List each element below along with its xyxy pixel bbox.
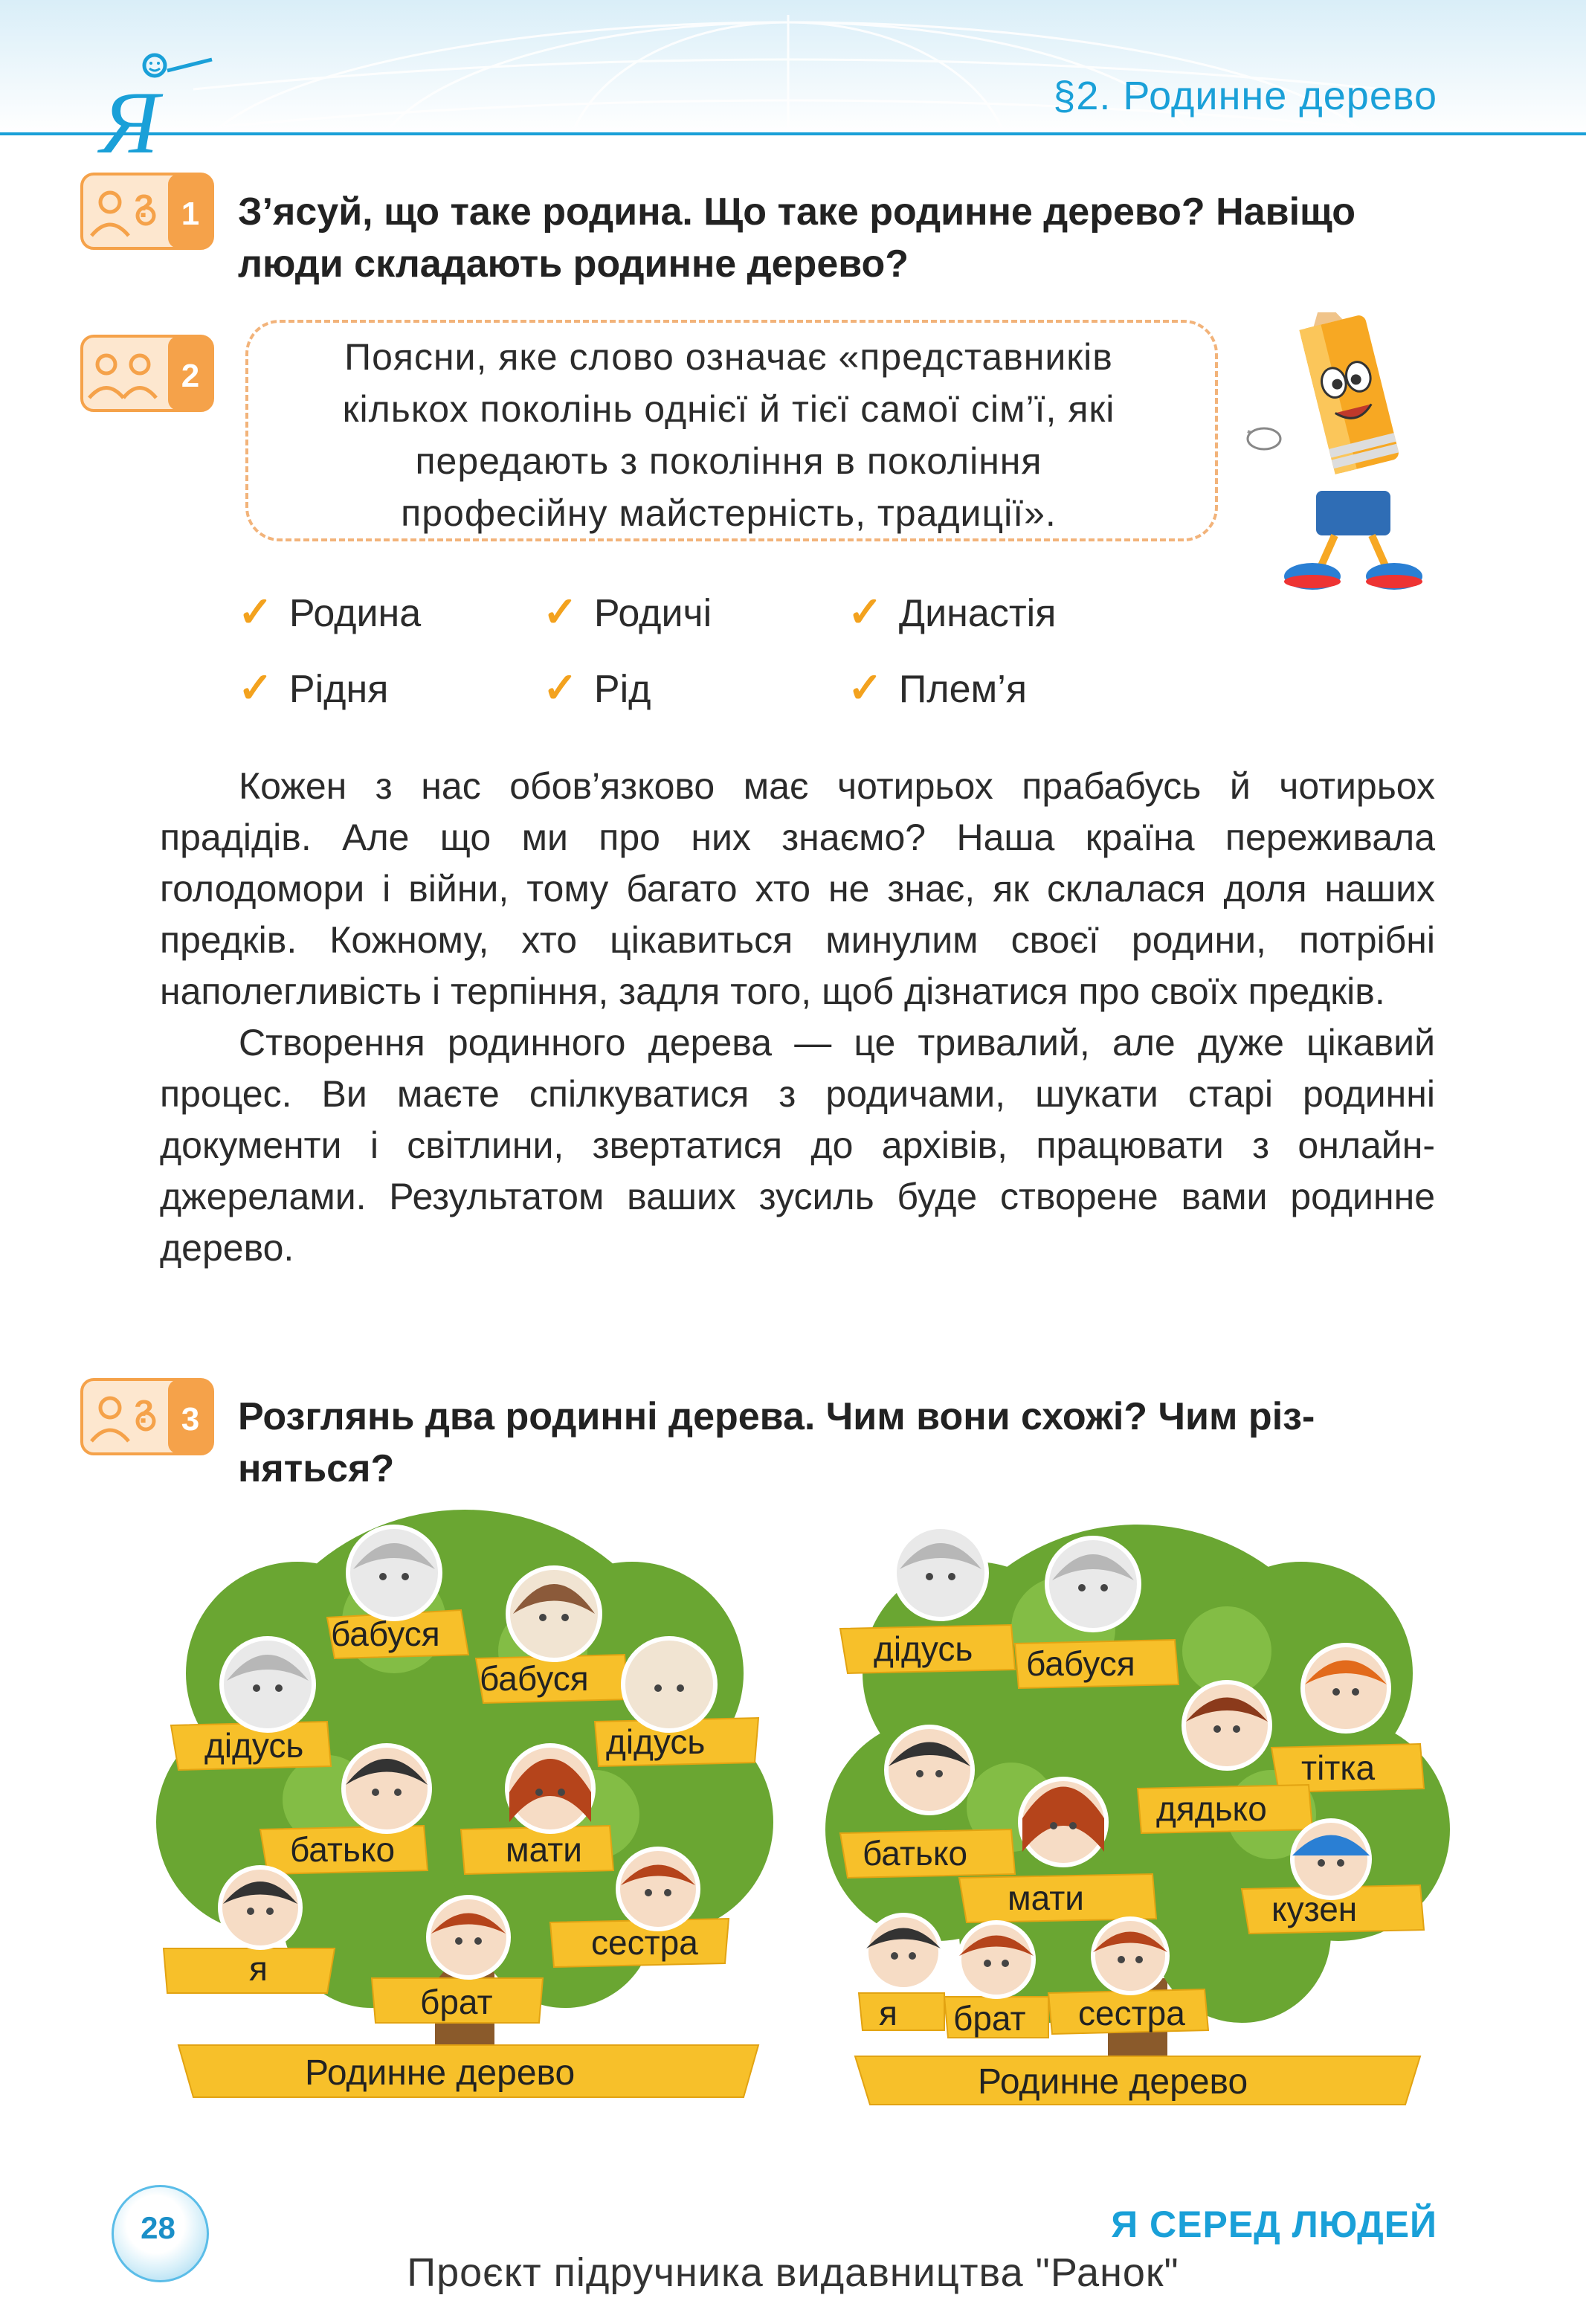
bubble-line: Поясни, яке слово означає «представників [344,336,1113,378]
tree1-label-father: батько [290,1830,396,1869]
family-tree-1 [149,1502,781,2119]
bubble-line: професійну майстерність, традиції». [401,492,1057,534]
task3-line2: няться? [238,1447,395,1490]
pencil-mascot-illustration [1242,312,1450,595]
option-ridnya[interactable]: ✓ Рідня [238,664,389,711]
tree2-label-grandfather: дідусь [874,1629,973,1668]
option-rid[interactable]: ✓ Рід [543,664,651,711]
checkmark-icon: ✓ [238,664,273,711]
textbook-logo [97,52,223,164]
page-number: 28 [141,2210,175,2245]
tree1-label-grandmother: бабуся [480,1659,589,1698]
tree2-label-brother: брат [953,1999,1026,2038]
checkmark-icon: ✓ [848,588,883,635]
svg-text:?: ? [134,1394,154,1430]
tree2-label-me: я [879,1994,897,2032]
paragraph: Кожен з нас обов’язково має чотирьох прабабусь й чотирьох прадідів. Але що ми про них знаємо? Наша країна переживала голодомори і війни, тому багато хто не знає, як склалася доля наших предків. Кожному, хто цікавиться минулим своєї родини, потрібні наполегливість і терпіння, задля того, щоб дізнатися про своїх предків. [160,765,1435,1012]
tree1-label-me: я [249,1949,268,1988]
option-plemya[interactable]: ✓ Плем’я [848,664,1028,711]
svg-text:?: ? [134,188,154,225]
body-text [160,761,1435,1274]
bubble-text [283,331,1175,539]
family-tree-2 [825,1502,1450,2119]
task1-line2: люди складають родинне дерево? [238,242,909,286]
tree1-ribbon-title: Родинне дерево [305,2053,576,2093]
section-title: §2. Родинне дерево [1053,74,1437,118]
bubble-line: кількох поколінь однієї й тієї самої сім’ї, які [342,388,1115,430]
tree1-label-mother: мати [506,1830,582,1869]
task-discuss-icon [80,1378,214,1455]
task3-line1: Розглянь два родинні дерева. Чим вони схожі? Чим різ- [238,1395,1315,1438]
option-rodychi[interactable]: ✓ Родичі [543,588,712,635]
checkmark-icon: ✓ [543,588,578,635]
option-dynastiya[interactable]: ✓ Династія [848,588,1057,635]
tree1-label-grandfather: дідусь [606,1722,706,1761]
chapter-title: Я СЕРЕД ЛЮДЕЙ [1111,2204,1437,2245]
header-band [0,0,1586,141]
tree2-label-father: батько [863,1834,968,1873]
tree2-label-grandmother: бабуся [1026,1644,1135,1683]
task-number: 3 [181,1401,200,1438]
tree1-label-sister: сестра [591,1923,698,1962]
tree2-label-aunt: тітка [1301,1748,1376,1787]
task-discuss-icon [80,173,214,250]
checkmark-icon: ✓ [543,664,578,711]
option-rodyna[interactable]: ✓ Родина [238,588,422,635]
checkmark-icon: ✓ [238,588,273,635]
publisher-note: Проєкт підручника видавництва "Ранок" [407,2250,1179,2295]
tree2-label-uncle: дядько [1156,1789,1267,1828]
tree1-label-grandmother: бабуся [331,1615,440,1653]
task1-line1: З’ясуй, що таке родина. Що таке родинне дерево? Навіщо [238,190,1355,234]
logo-letter: Я [100,73,159,164]
checkmark-icon: ✓ [848,664,883,711]
paragraph: Створення родинного дерева — це тривалий, але дуже цікавий процес. Ви маєте спілкуватися з родичами, шукати старі родинні документи і світлини, звертатися до архівів, працювати з онлайн-джерелами. Результатом ваших зусиль буде створене вами родинне дерево. [160,1022,1435,1269]
task-number: 1 [181,196,200,232]
tree2-ribbon-title: Родинне дерево [978,2062,1248,2102]
tree-crown-illustration [149,1502,781,2119]
tree1-label-brother: брат [420,1983,493,2021]
task-number: 2 [181,358,200,394]
bubble-line: передають з покоління в покоління [415,440,1042,482]
tree2-label-cousin: кузен [1271,1890,1358,1928]
tree1-label-grandfather: дідусь [204,1726,304,1765]
tree2-label-mother: мати [1008,1879,1084,1917]
task-explain-icon [80,335,214,412]
tree2-label-sister: сестра [1078,1994,1185,2032]
